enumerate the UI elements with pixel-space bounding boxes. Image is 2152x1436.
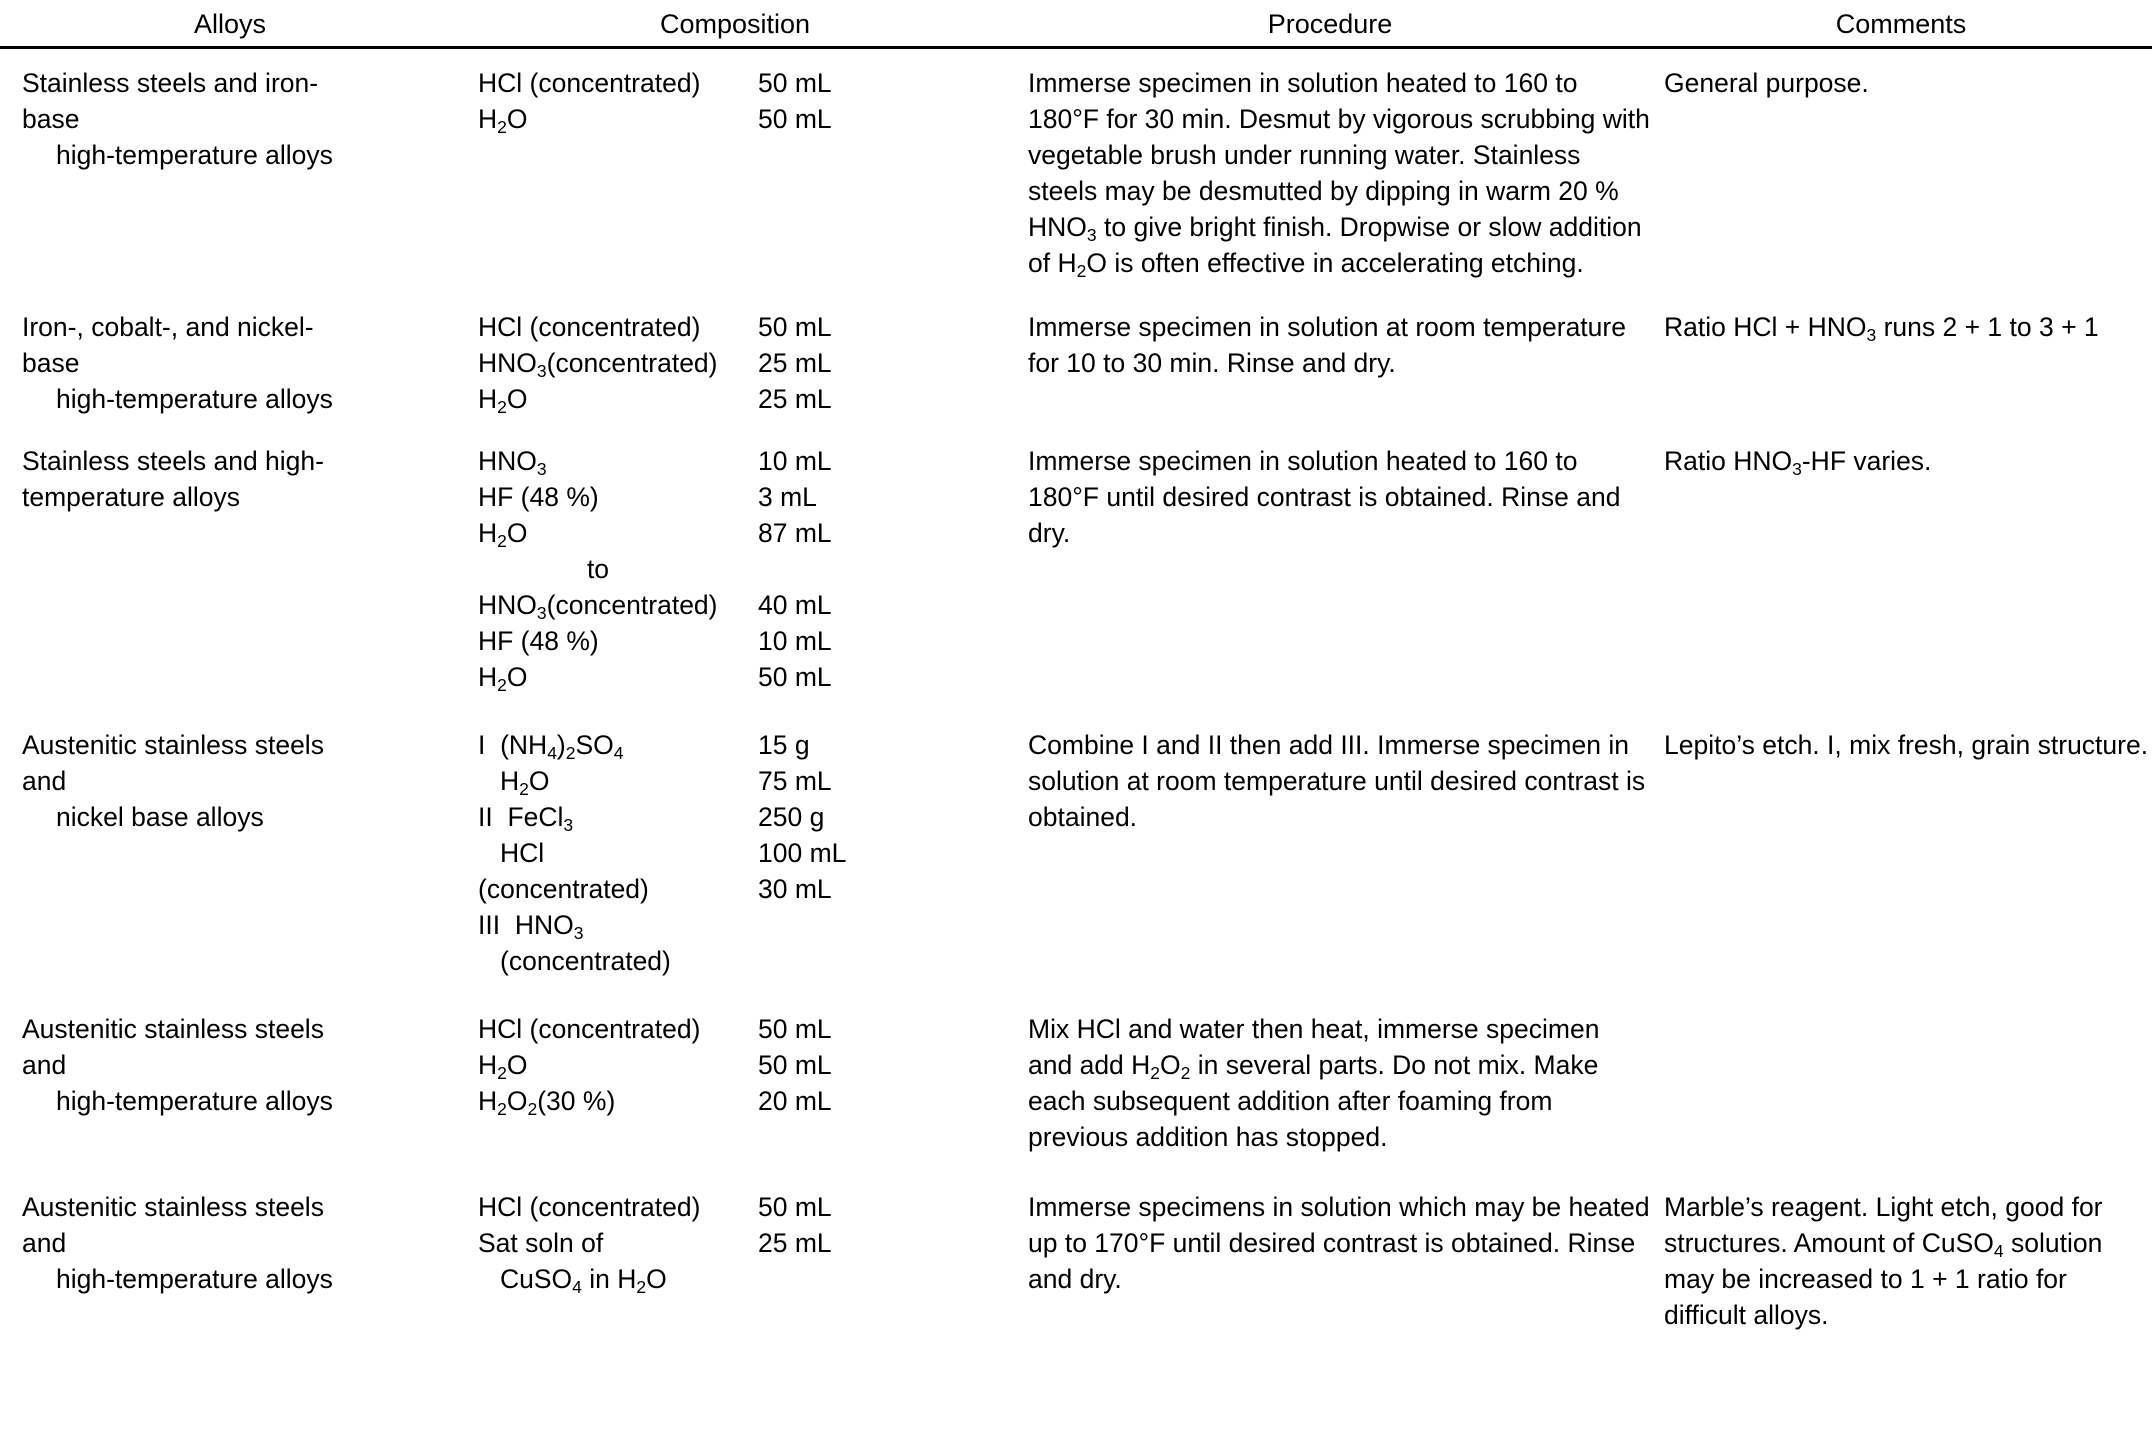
table-row (0, 727, 2152, 979)
composition-line: HCl (500, 838, 545, 868)
amount-line: 30 mL (758, 874, 832, 904)
alloy-line: Stainless steels and iron- (22, 68, 319, 98)
composition-line: HCl (concentrated) (478, 68, 701, 98)
amount-line: 50 mL (758, 1050, 832, 1080)
alloy-line: Iron-, cobalt-, and nickel- (22, 312, 314, 342)
amount-line: 25 mL (758, 348, 832, 378)
composition-line: I $(NH_4)_2SO_4$ (478, 730, 624, 763)
amount-line: 20 mL (758, 1086, 832, 1116)
amount-line (758, 943, 1010, 979)
cell-comments: Ratio HCl + $HNO_3$ runs 2 + 1 to 3 + 1 (1664, 312, 2099, 345)
cell-alloys (0, 727, 460, 835)
composition-line: $HNO_3$ (478, 446, 547, 479)
cell-procedure: Immerse specimen in solution at room temperature for 10 to 30 min. Rinse and dry. (1028, 312, 1626, 378)
table-row (0, 443, 2152, 695)
alloy-line: high-temperature alloys (56, 140, 333, 170)
composition-line: $H_2O$ (478, 518, 528, 551)
cell-amounts (740, 309, 1010, 417)
cell-amounts (740, 1011, 1010, 1119)
composition-line: HF (48 %) (478, 626, 599, 656)
alloy-line: Austenitic stainless steels (22, 1014, 324, 1044)
alloy-line: and (22, 1050, 67, 1080)
cell-comments: Lepito’s etch. I, mix fresh, grain structure. (1664, 730, 2149, 760)
cell-composition (460, 443, 740, 695)
table-row (0, 1189, 2152, 1333)
cell-alloys (0, 1011, 460, 1119)
composition-line: $HNO_3(concentrated)$ (478, 348, 718, 381)
cell-composition (460, 1011, 740, 1119)
amount-line: 87 mL (758, 518, 832, 548)
amount-line: 40 mL (758, 590, 832, 620)
amount-line: 50 mL (758, 1014, 832, 1044)
header-divider-rule (0, 46, 2152, 49)
composition-line: $HNO_3(concentrated)$ (478, 590, 718, 623)
composition-line: $H_2O$ (500, 766, 550, 799)
alloy-line: Austenitic stainless steels (22, 1192, 324, 1222)
alloy-line: and (22, 766, 67, 796)
composition-line: HCl (concentrated) (478, 312, 701, 342)
amount-line (758, 551, 1010, 587)
alloy-line: temperature alloys (22, 482, 240, 512)
table-row (0, 309, 2152, 417)
amount-line: 25 mL (758, 1228, 832, 1258)
amount-line: 75 mL (758, 766, 832, 796)
table-row (0, 1011, 2152, 1155)
alloy-line: high-temperature alloys (56, 384, 333, 414)
composition-line: $H_2O$ (478, 662, 528, 695)
alloy-line: base (22, 104, 80, 134)
cell-composition (460, 309, 740, 417)
amount-line: 50 mL (758, 1192, 832, 1222)
composition-line: HCl (concentrated) (478, 1192, 701, 1222)
cell-amounts (740, 65, 1010, 137)
cell-comments: Marble’s reagent. Light etch, good for structures. Amount of CuSO$_4$ solution may be increased to 1 + 1 ratio for difficult alloys. (1664, 1192, 2103, 1330)
amount-line: 50 mL (758, 662, 832, 692)
cell-procedure: Combine I and II then add III. Immerse specimen in solution at room temperature until desired contrast is obtained. (1028, 730, 1646, 832)
cell-procedure: Immerse specimen in solution heated to 160 to 180°F until desired contrast is obtained. Rinse and dry. (1028, 446, 1621, 548)
cell-comments: Ratio $HNO_3-HF$ varies. (1664, 446, 1932, 479)
column-header-composition: Composition (659, 9, 811, 39)
cell-alloys (0, 443, 460, 515)
amount-line: 15 g (758, 730, 810, 760)
column-header-procedure: Procedure (1267, 9, 1393, 39)
cell-procedure: Immerse specimen in solution heated to 160 to 180°F for 30 min. Desmut by vigorous scrubbing with vegetable brush under running water. Stainless steels may be desmutted by dipping in warm 20 % $HNO_3$ to give bright finish. Dropwise or slow addition of $H_2O$ is often effective in accelerating etching. (1028, 68, 1650, 281)
amount-line (758, 1261, 1010, 1297)
amount-line: 10 mL (758, 446, 832, 476)
table-header-row (0, 0, 2152, 46)
composition-line: II FeCl$_3$ (478, 802, 574, 835)
cell-procedure: Mix HCl and water then heat, immerse specimen and add $H_2O_2$ in several parts. Do not mix. Make each subsequent addition after foaming from previous addition has stopped. (1028, 1014, 1600, 1152)
alloy-line: nickel base alloys (56, 802, 264, 832)
amount-line (758, 907, 1010, 943)
amount-line: 3 mL (758, 482, 817, 512)
cell-composition (460, 65, 740, 137)
amount-line: 10 mL (758, 626, 832, 656)
cell-amounts (740, 443, 1010, 695)
composition-line: (concentrated) (500, 946, 671, 976)
table-body (0, 65, 2152, 1333)
amount-line: 100 mL (758, 838, 847, 868)
alloy-line: high-temperature alloys (56, 1086, 333, 1116)
amount-line: 50 mL (758, 104, 832, 134)
cell-procedure: Immerse specimens in solution which may be heated up to 170°F until desired contrast is obtained. Rinse and dry. (1028, 1192, 1650, 1294)
composition-line: $H_2O$ (478, 104, 528, 137)
amount-line: 50 mL (758, 68, 832, 98)
cell-alloys (0, 1189, 460, 1297)
amount-line: 50 mL (758, 312, 832, 342)
composition-line: CuSO$_4$ in $H_2O$ (500, 1264, 667, 1297)
cell-amounts (740, 1189, 1010, 1297)
cell-alloys (0, 65, 460, 173)
table-row (0, 65, 2152, 281)
composition-line: to (586, 554, 610, 584)
cell-composition (460, 727, 740, 979)
alloy-line: and (22, 1228, 67, 1258)
alloy-line: base (22, 348, 80, 378)
alloy-line: Austenitic stainless steels (22, 730, 324, 760)
amount-line: 250 g (758, 802, 825, 832)
composition-line: HCl (concentrated) (478, 1014, 701, 1044)
column-header-alloys: Alloys (193, 9, 267, 39)
composition-line: HF (48 %) (478, 482, 599, 512)
cell-comments: General purpose. (1664, 68, 1869, 98)
cell-amounts (740, 727, 1010, 979)
composition-line: $H_2O$ (478, 1050, 528, 1083)
composition-line: (concentrated) (478, 874, 649, 904)
alloy-line: high-temperature alloys (56, 1264, 333, 1294)
cell-alloys (0, 309, 460, 417)
column-header-comments: Comments (1835, 9, 1967, 39)
composition-line: $H_2O$ (478, 384, 528, 417)
composition-line: Sat soln of (478, 1228, 604, 1258)
composition-line: $H_2O_2(30$ %) (478, 1086, 616, 1119)
composition-line: III $HNO_3$ (478, 910, 584, 943)
cell-composition (460, 1189, 740, 1297)
alloy-line: Stainless steels and high- (22, 446, 324, 476)
amount-line: 25 mL (758, 384, 832, 414)
